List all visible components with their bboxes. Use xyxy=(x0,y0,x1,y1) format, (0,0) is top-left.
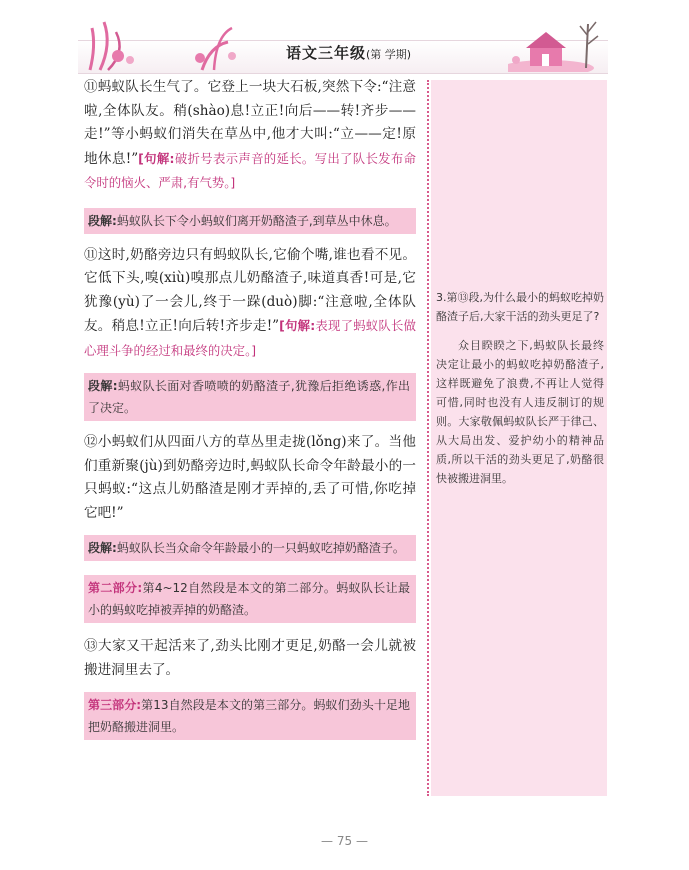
header-title xyxy=(286,42,411,63)
summary-key: 段解: xyxy=(88,379,118,393)
paragraph-11 xyxy=(84,76,416,196)
part-key: 第三部分: xyxy=(88,698,142,712)
sentence-note-key: [句解: xyxy=(138,150,175,166)
sentence-note-key: [句解: xyxy=(279,318,316,333)
part-key: 第二部分: xyxy=(88,581,143,595)
paragraph-text: ⑬大家又干起活来了,劲头比刚才更足,奶酪一会儿就被搬进洞里去了。 xyxy=(84,638,416,678)
summary-text: 蚂蚁队长面对香喷喷的奶酪渣子,犹豫后拒绝诱惑,作出了决定。 xyxy=(88,379,410,415)
column-divider xyxy=(427,80,429,796)
paragraph-summary-box xyxy=(84,373,416,421)
paragraph-14 xyxy=(84,635,416,682)
summary-key: 段解: xyxy=(88,213,117,228)
part-text: 第4~12自然段是本文的第二部分。蚂蚁队长让最小的蚂蚁吃掉被弄掉的奶酪渣。 xyxy=(88,581,410,617)
paragraph-summary-box xyxy=(84,208,416,234)
sentence-note: 表现了蚂蚁队长做心理斗争的经过和最终的决定。] xyxy=(84,318,416,358)
book-title: 语文三年级 xyxy=(286,44,367,62)
paragraph-text: ⑫小蚂蚁们从四面八方的草丛里走拢(lǒng)来了。当他们重新聚(jù)到奶酪旁边时,蚂蚁队长命令年龄最小的一只蚂蚁:“这点儿奶酪渣是刚才弄掉的,丢了可惜,你吃掉它吧!” xyxy=(84,434,416,521)
flower-decoration-icon xyxy=(82,16,242,72)
sidebar-question: 3.第⑬段,为什么最小的蚂蚁吃掉奶酪渣子后,大家干活的劲头更足了? xyxy=(436,291,604,323)
page-number: — 75 — xyxy=(321,834,368,848)
paragraph-text: ⑪蚂蚁队长生气了。它登上一块大石板,突然下令:“注意啦,全体队友。稍(shào)息!立正!向后——转!齐步——走!”等小蚂蚁们消失在草丛中,他才大叫:“立——定!原地休息!” xyxy=(84,79,416,167)
page-header xyxy=(78,12,608,74)
paragraph-13 xyxy=(84,431,416,525)
summary-text: 蚂蚁队长下令小蚂蚁们离开奶酪渣子,到草丛中休息。 xyxy=(116,213,397,228)
house-tree-decoration-icon xyxy=(508,12,608,72)
part-three-box xyxy=(84,692,416,740)
main-text-column xyxy=(84,76,416,740)
paragraph-text: ⑪这时,奶酪旁边只有蚂蚁队长,它偷个嘴,谁也看不见。它低下头,嗅(xiù)嗅那点儿奶酪渣子,味道真香!可是,它犹豫(yù)了一会儿,终于一跺(duò)脚:“注意啦,全体队友。稍息!立正!向后转!齐步走!” xyxy=(84,246,416,334)
paragraph-12 xyxy=(84,244,416,364)
summary-text: 蚂蚁队长当众命令年龄最小的一只蚂蚁吃掉奶酪渣子。 xyxy=(116,541,405,555)
part-two-box xyxy=(84,575,416,623)
sidebar-answer: 众目睽睽之下,蚂蚁队长最终决定让最小的蚂蚁吃掉奶酪渣子,这样既避免了浪费,不再让人觉得可惜,同时也没有人违反制订的规则。大家敬佩蚂蚁队长严于律己、从大局出发、爱护幼小的精神品质,所以干活的劲头更足了,奶酪很快被搬进洞里。 xyxy=(436,339,604,485)
sidebar-question-block xyxy=(436,288,604,488)
paragraph-summary-box xyxy=(84,535,416,561)
semester-label: (第 学期) xyxy=(366,48,412,61)
summary-key: 段解: xyxy=(88,541,117,555)
sentence-note: 破折号表示声音的延长。写出了队长发布命令时的恼火、严肃,有气势。] xyxy=(84,150,416,190)
part-text: 第13自然段是本文的第三部分。蚂蚁们劲头十足地把奶酪搬进洞里。 xyxy=(88,698,410,734)
